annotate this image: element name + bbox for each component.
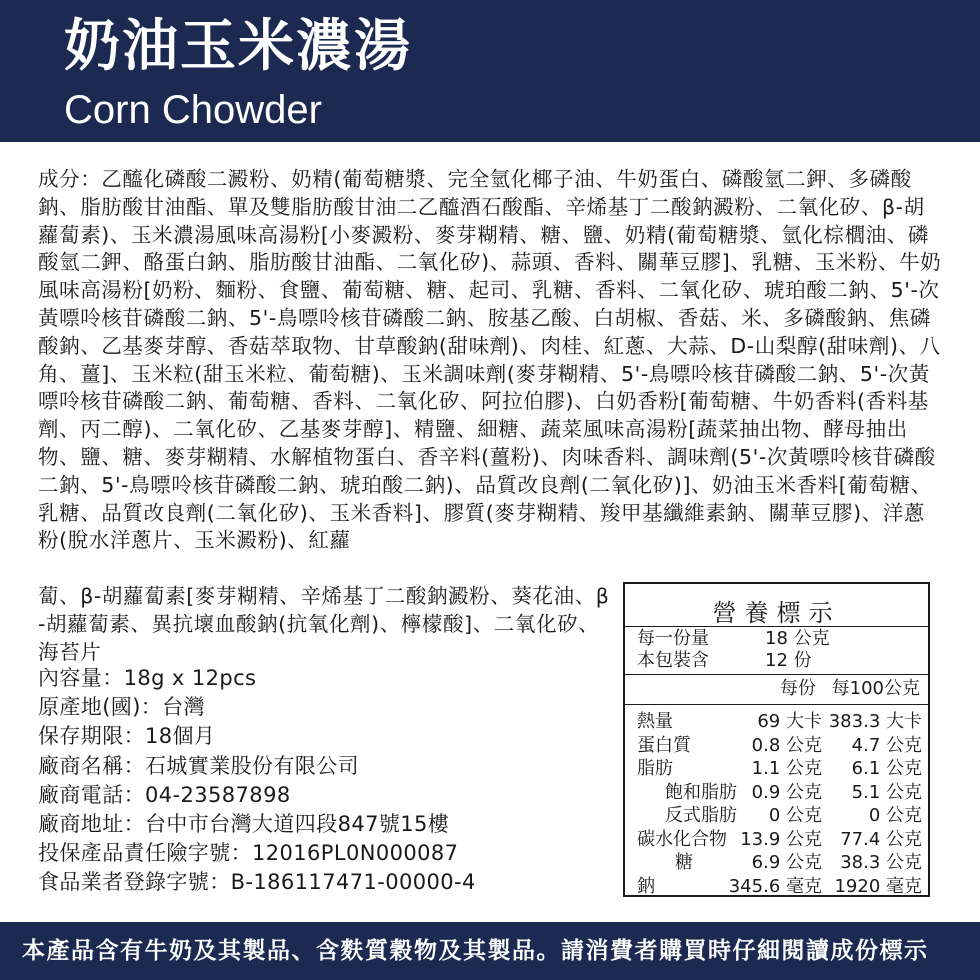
per-100g-value: 4.7 公克 bbox=[851, 734, 922, 756]
nutrition-row bbox=[625, 875, 928, 899]
header-banner bbox=[0, 0, 980, 142]
food-business-registration: 食品業者登錄字號：B-186117471-00000-4 bbox=[38, 870, 476, 895]
nutrition-rows bbox=[625, 710, 928, 898]
allergen-notice: 本產品含有牛奶及其製品、含麩質穀物及其製品。請消費者購買時仔細閱讀成份標示 bbox=[22, 938, 929, 964]
nutrient-name: 反式脂肪 bbox=[665, 805, 737, 826]
servings-per-package-value: 12 份 bbox=[765, 650, 812, 671]
per-100g-value: 77.4 公克 bbox=[840, 828, 922, 850]
serving-size-value: 18 公克 bbox=[765, 628, 830, 649]
product-info bbox=[38, 664, 476, 898]
manufacturer-phone: 廠商電話：04-23587898 bbox=[38, 782, 291, 807]
nutrient-name: 熱量 bbox=[637, 711, 673, 732]
ingredients-text: 成分：乙醯化磷酸二澱粉、奶精(葡萄糖漿、完全氫化椰子油、牛奶蛋白、磷酸氫二鉀、多磷酸鈉、脂肪酸甘油酯、單及雙脂肪酸甘油二乙醯酒石酸酯、辛烯基丁二酸鈉澱粉、二氧化矽、β-胡蘿蔔素)、玉米濃湯風味高湯粉[小麥澱粉、麥芽糊精、糖、鹽、奶精(葡萄糖漿、氫化棕櫚油、磷酸氫二鉀、酪蛋白鈉、脂肪酸甘油酯、二氧化矽)、蒜頭、香料、關華豆膠]、乳糖、玉米粉、牛奶風味高湯粉[奶粉、麵粉、食鹽、葡萄糖、糖、起司、乳糖、香料、二氧化矽、琥珀酸二鈉、5'-次黃嘌呤核苷磷酸二鈉、5'-鳥嘌呤核苷磷酸二鈉、胺基乙酸、白胡椒、香菇、米、多磷酸鈉、焦磷酸鈉、乙基麥芽醇、香菇萃取物、甘草酸鈉(甜味劑)、肉桂、紅蔥、大蒜、D-山梨醇(甜味劑)、八角、薑]、玉米粒(甜玉米粒、葡萄糖)、玉米調味劑(麥芽糊精、5'-鳥嘌呤核苷磷酸二鈉、5'-次黃嘌呤核苷磷酸二鈉、葡萄糖、香料、二氧化矽、阿拉伯膠)、白奶香粉[葡萄糖、牛奶香料(香料基劑、丙二醇)、二氧化矽、乙基麥芽醇]、精鹽、細糖、蔬菜風味高湯粉[蔬菜抽出物、酵母抽出物、鹽、糖、麥芽糊精、水解植物蛋白、香辛料(薑粉)、肉味香料、調味劑(5'-次黃嘌呤核苷磷酸二鈉、5'-鳥嘌呤核苷磷酸二鈉、琥珀酸二鈉)、品質改良劑(二氧化矽)]、奶油玉米香料[葡萄糖、乳糖、品質改良劑(二氧化矽)、玉米香料]、膠質(麥芽糊精、羧甲基纖維素鈉、關華豆膠)、洋蔥粉(脫水洋蔥片、玉米澱粉)、紅蘿 bbox=[38, 167, 942, 553]
manufacturer-address: 廠商地址：台中市台灣大道四段847號15樓 bbox=[38, 812, 450, 837]
nutrient-name: 鈉 bbox=[637, 875, 655, 897]
liability-insurance-number: 投保產品責任險字號：12016PL0N000087 bbox=[38, 841, 459, 866]
nutrient-name: 糖 bbox=[675, 852, 693, 873]
nutrition-row bbox=[625, 851, 928, 875]
per-serving-value: 345.6 毫克 bbox=[728, 875, 822, 897]
serving-info bbox=[637, 628, 830, 672]
per-100g-value: 6.1 公克 bbox=[851, 758, 922, 779]
per-serving-value: 6.9 公克 bbox=[751, 852, 822, 873]
allergen-footer bbox=[0, 922, 980, 980]
per-100g-value: 383.3 大卡 bbox=[828, 711, 922, 732]
column-per-100g: 每100公克 bbox=[831, 678, 920, 699]
nutrient-name: 蛋白質 bbox=[637, 734, 691, 756]
nutrition-row bbox=[625, 757, 928, 781]
nutrient-name: 飽和脂肪 bbox=[665, 781, 737, 803]
product-title-chinese: 奶油玉米濃湯 bbox=[64, 14, 412, 79]
nutrition-title: 營養標示 bbox=[712, 599, 841, 627]
per-100g-value: 1920 毫克 bbox=[834, 875, 922, 897]
nutrition-row bbox=[625, 828, 928, 852]
net-content: 內容量：18g x 12pcs bbox=[38, 666, 257, 690]
servings-per-package-label: 本包裝含 bbox=[637, 650, 709, 671]
column-per-serving: 每份 bbox=[779, 678, 816, 699]
per-100g-value: 38.3 公克 bbox=[840, 852, 922, 873]
per-serving-value: 69 大卡 bbox=[757, 711, 822, 732]
manufacturer-name: 廠商名稱：石城實業股份有限公司 bbox=[38, 753, 359, 778]
ingredients-text-tail: 蔔、β-胡蘿蔔素[麥芽糊精、辛烯基丁二酸鈉澱粉、葵花油、β-胡蘿蔔素、異抗壞血酸鈉(抗氧化劑)、檸檬酸]、二氧化矽、海苔片 bbox=[38, 584, 610, 664]
nutrition-row bbox=[625, 804, 928, 828]
per-serving-value: 0.9 公克 bbox=[751, 781, 822, 803]
per-100g-value: 0 公克 bbox=[868, 805, 922, 826]
per-serving-value: 1.1 公克 bbox=[751, 758, 822, 779]
nutrition-row bbox=[625, 710, 928, 734]
nutrition-column-headers bbox=[770, 678, 920, 700]
nutrition-facts-panel bbox=[623, 582, 930, 897]
nutrient-name: 碳水化合物 bbox=[637, 828, 727, 850]
product-title-english: Corn Chowder bbox=[64, 88, 322, 132]
divider bbox=[625, 704, 928, 705]
nutrition-row bbox=[625, 734, 928, 758]
per-serving-value: 0 公克 bbox=[768, 805, 822, 826]
shelf-life: 保存期限：18個月 bbox=[38, 724, 216, 749]
divider bbox=[625, 626, 928, 627]
nutrition-row bbox=[625, 781, 928, 805]
divider bbox=[625, 674, 928, 675]
nutrient-name: 脂肪 bbox=[637, 758, 673, 779]
country-of-origin: 原產地(國)：台灣 bbox=[38, 695, 205, 720]
per-100g-value: 5.1 公克 bbox=[851, 781, 922, 803]
per-serving-value: 0.8 公克 bbox=[751, 734, 822, 756]
serving-size-label: 每一份量 bbox=[637, 628, 709, 649]
per-serving-value: 13.9 公克 bbox=[740, 828, 822, 850]
